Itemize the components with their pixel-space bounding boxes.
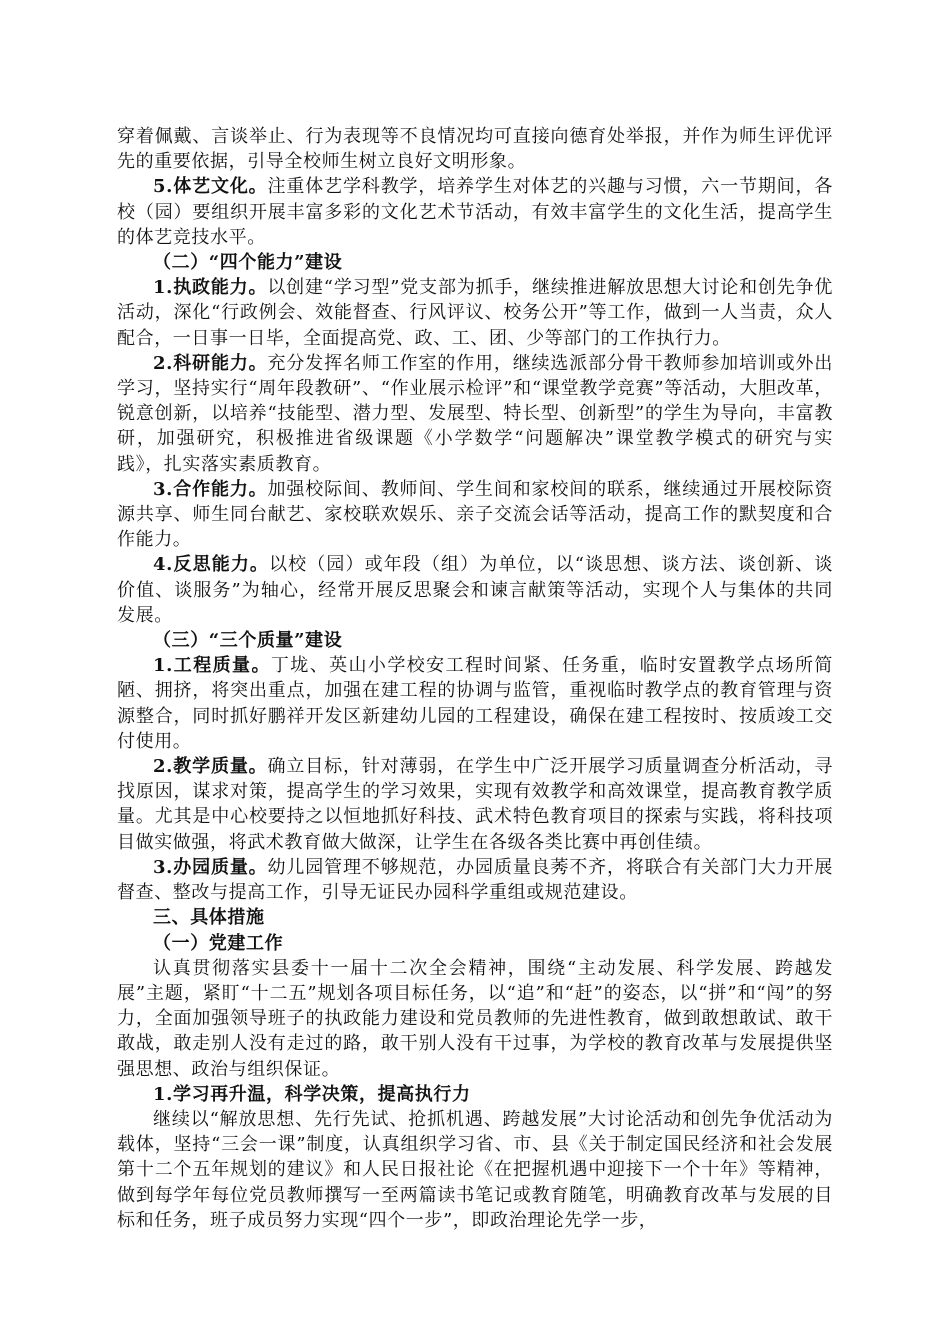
paragraph-text: 确立目标，针对薄弱，在学生中广泛开展学习质量调查分析活动，寻找原因，谋求对策，提高学生的学习效果，实现有效教学和高效课堂，提高教育教学质量。尤其是中心校要持之以恒地抓好科技、武术特色教育项目的探索与实践，将科技项目做实做强，将武术教育做大做深，让学生在各级各类比赛中再创佳绩。 bbox=[117, 756, 834, 853]
paragraph-text: 以校（园）或年段（组）为单位，以“谈思想、谈方法、谈创新、谈价值、谈服务”为轴心，经常开展反思聚会和谏言献策等活动，实现个人与集体的共同发展。 bbox=[117, 554, 833, 626]
paragraph bbox=[117, 1107, 833, 1233]
paragraph bbox=[117, 956, 833, 1082]
paragraph-text: 幼儿园管理不够规范，办园质量良莠不齐，将联合有关部门大力开展督查、整改与提高工作，引导无证民办园科学重组或规范建设。 bbox=[117, 856, 834, 904]
paragraph-text: 穿着佩戴、言谈举止、行为表现等不良情况均可直接向德育处举报，并作为师生评优评先的重要依据，引导全校师生树立良好文明形象。 bbox=[117, 126, 833, 173]
paragraph bbox=[117, 124, 833, 174]
subsection-heading: 1.学习再升温，科学决策，提高执行力 bbox=[153, 1083, 471, 1105]
paragraph-text: 加强校际间、教师间、学生间和家校间的联系，继续通过开展校际资源共享、师生同台献艺、家校联欢娱乐、亲子交流会话等活动，提高工作的默契度和合作能力。 bbox=[117, 478, 834, 551]
paragraph bbox=[117, 552, 833, 628]
subsection-heading: （一）党建工作 bbox=[153, 932, 284, 954]
paragraph bbox=[117, 653, 833, 754]
paragraph-lead: 4.反思能力。 bbox=[153, 554, 270, 576]
paragraph bbox=[117, 477, 833, 553]
paragraph bbox=[117, 351, 833, 477]
paragraph bbox=[117, 174, 833, 250]
paragraph-text: 以创建“学习型”党支部为抓手，继续推进解放思想大讨论和创先争优活动，深化“行政例会、效能督查、行风评议、校务公开”等工作，做到一人当责，众人配合，一日事一日毕，全面提高党、政、工、团、少等部门的工作执行力。 bbox=[117, 277, 833, 349]
document-body bbox=[117, 124, 833, 1233]
paragraph-text: 丁垅、英山小学校安工程时间紧、任务重，临时安置教学点场所简陋、拥挤，将突出重点，加强在建工程的协调与监管，重视临时教学点的教育管理与资源整合，同时抓好鹏祥开发区新建幼儿园的工程建设，确保在建工程按时、按质竣工交付使用。 bbox=[117, 655, 833, 752]
paragraph-lead: 5.体艺文化。 bbox=[153, 176, 268, 198]
section-heading: 三、具体措施 bbox=[153, 907, 265, 929]
paragraph-lead: 3.合作能力。 bbox=[153, 478, 268, 500]
paragraph-lead: 3.办园质量。 bbox=[153, 856, 268, 878]
section-heading: （三）“三个质量”建设 bbox=[153, 630, 343, 652]
paragraph-text: 充分发挥名师工作室的作用，继续选派部分骨干教师参加培训或外出学习，坚持实行“周年段教研”、“作业展示检评”和“课堂教学竞赛”等活动，大胆改革，锐意创新，以培养“技能型、潜力型、发展型、特长型、创新型”的学生为导向，丰富教研，加强研究，积极推进省级课题《小学数学“问题解决”课堂教学模式的研究与实践》，扎实落实素质教育。 bbox=[117, 352, 834, 475]
paragraph-lead: 2.教学质量。 bbox=[153, 756, 268, 778]
paragraph-lead: 1.执政能力。 bbox=[153, 277, 268, 299]
paragraph-text: 认真贯彻落实县委十一届十二次全会精神，围绕“主动发展、科学发展、跨越发展”主题，紧盯“十二五”规划各项目标任务，以“追”和“赶”的姿态，以“拼”和“闯”的努力，全面加强领导班子的执政能力建设和党员教师的先进性教育，做到敢想敢试、敢干敢战，敢走别人没有走过的路，敢干别人没有干过事，为学校的教育改革与发展提供坚强思想、政治与组织保证。 bbox=[117, 957, 833, 1080]
paragraph bbox=[117, 855, 833, 905]
section-heading: （二）“四个能力”建设 bbox=[153, 252, 343, 274]
paragraph-lead: 2.科研能力。 bbox=[153, 352, 268, 374]
paragraph bbox=[117, 275, 833, 351]
paragraph-lead: 1.工程质量。 bbox=[153, 655, 271, 677]
paragraph-text: 注重体艺学科教学，培养学生对体艺的兴趣与习惯，六一节期间，各校（园）要组织开展丰富多彩的文化艺术节活动，有效丰富学生的文化生活，提高学生的体艺竞技水平。 bbox=[117, 176, 834, 248]
paragraph bbox=[117, 754, 833, 855]
paragraph-text: 继续以“解放思想、先行先试、抢抓机遇、跨越发展”大讨论活动和创先争优活动为载体，坚持“三会一课”制度，认真组织学习省、市、县《关于制定国民经济和社会发展第十二个五年规划的建议》和人民日报社论《在把握机遇中迎接下一个十年》等精神，做到每学年每位党员教师撰写一至两篇读书笔记或教育随笔，明确教育改革与发展的目标和任务，班子成员努力实现“四个一步”，即政治理论先学一步， bbox=[117, 1108, 833, 1231]
